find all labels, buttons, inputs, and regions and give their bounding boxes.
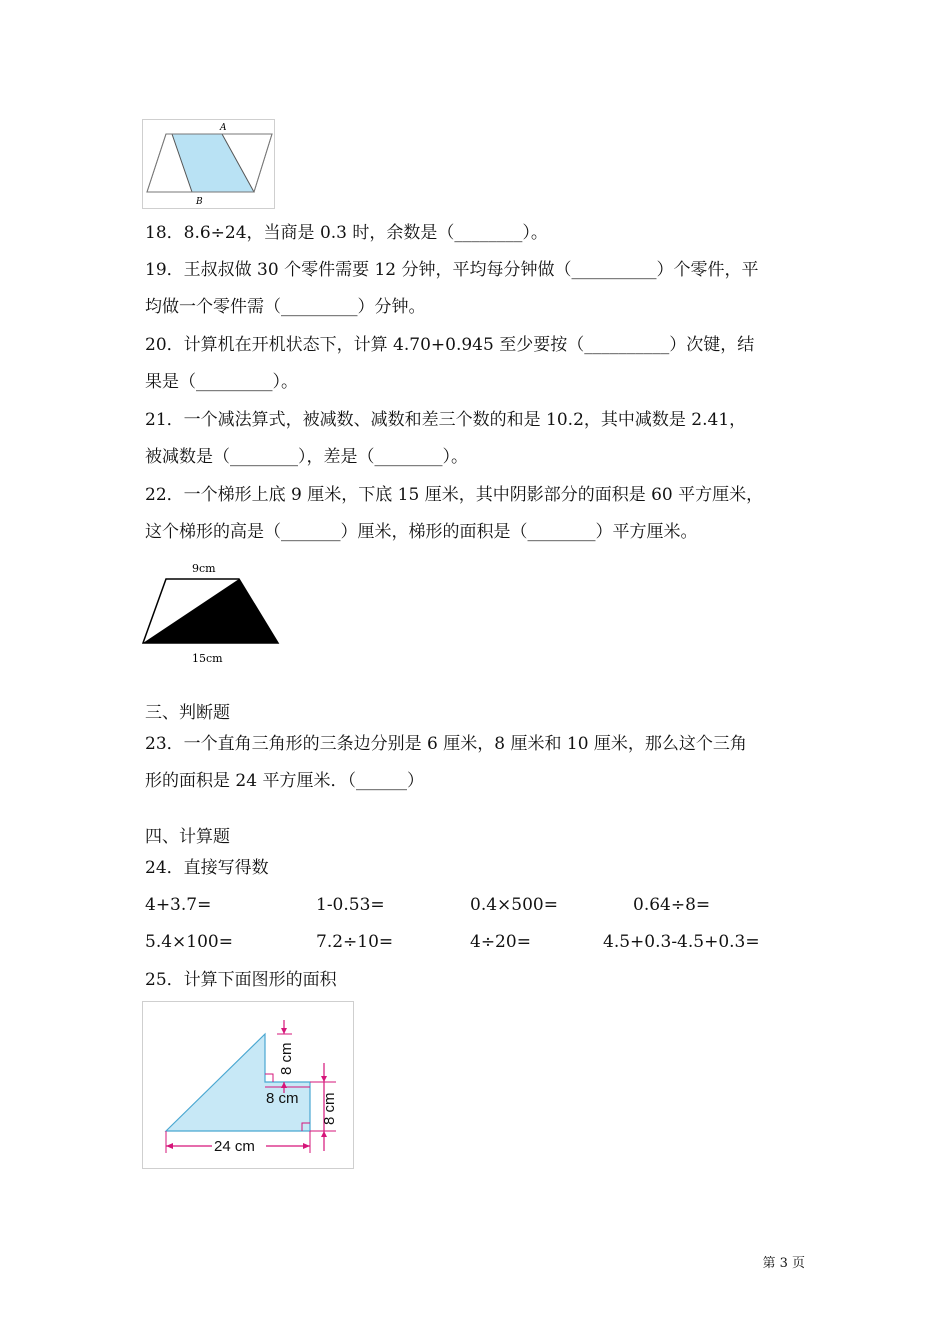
page-number: 第 3 页: [762, 1256, 805, 1271]
question-22-line2: 这个梯形的高是（_______）厘米，梯形的面积是（________）平方厘米。: [145, 522, 698, 542]
question-20-line2: 果是（_________）。: [145, 372, 298, 392]
question-22-line1: 22．一个梯形上底 9 厘米，下底 15 厘米，其中阴影部分的面积是 60 平方厘米，: [145, 485, 764, 505]
question-24-title: 24．直接写得数: [145, 858, 269, 878]
trapezoid-top-label: 9cm: [192, 562, 216, 575]
question-25-title: 25．计算下面图形的面积: [145, 970, 337, 990]
question-19-line1: 19．王叔叔做 30 个零件需要 12 分钟，平均每分钟做（__________）个零件，平: [145, 260, 759, 280]
question-21-line2: 被减数是（________），差是（________）。: [145, 447, 468, 467]
section-3-title: 三、判断题: [145, 703, 230, 723]
calc-r1-c4: 0.64÷8=: [633, 895, 711, 915]
calc-r1-c3: 0.4×500=: [470, 895, 558, 915]
parallelogram-figure: [142, 119, 275, 209]
section-4-title: 四、计算题: [145, 827, 230, 847]
question-20-line1: 20．计算机在开机状态下，计算 4.70+0.945 至少要按（__________）次键，结: [145, 335, 755, 355]
question-21-line1: 21．一个减法算式，被减数、减数和差三个数的和是 10.2，其中减数是 2.41，: [145, 410, 747, 430]
question-19-line2: 均做一个零件需（_________）分钟。: [145, 297, 426, 317]
question-23-line1: 23．一个直角三角形的三条边分别是 6 厘米，8 厘米和 10 厘米，那么这个三角: [145, 734, 747, 754]
question-23-line2: 形的面积是 24 平方厘米．（______）: [145, 771, 424, 791]
calc-r2-c1: 5.4×100=: [145, 932, 233, 952]
trapezoid-figure: [140, 560, 285, 670]
question-18: 18．8.6÷24，当商是 0.3 时，余数是（________）。: [145, 223, 548, 243]
label-horizontal: 8 cm: [266, 1090, 299, 1107]
calc-r1-c1: 4+3.7=: [145, 895, 212, 915]
point-b-label: B: [196, 197, 203, 207]
composite-shape-figure: [142, 1001, 354, 1169]
calc-r1-c2: 1-0.53=: [316, 895, 385, 915]
calc-r2-c2: 7.2÷10=: [316, 932, 394, 952]
calc-r2-c4: 4.5+0.3-4.5+0.3=: [603, 932, 760, 952]
calc-r2-c3: 4÷20=: [470, 932, 531, 952]
label-vertical-top: 8 cm: [278, 1042, 295, 1075]
trapezoid-bottom-label: 15cm: [192, 652, 223, 665]
point-a-label: A: [220, 123, 227, 133]
label-vertical-right: 8 cm: [321, 1092, 338, 1125]
label-bottom: 24 cm: [214, 1138, 255, 1155]
